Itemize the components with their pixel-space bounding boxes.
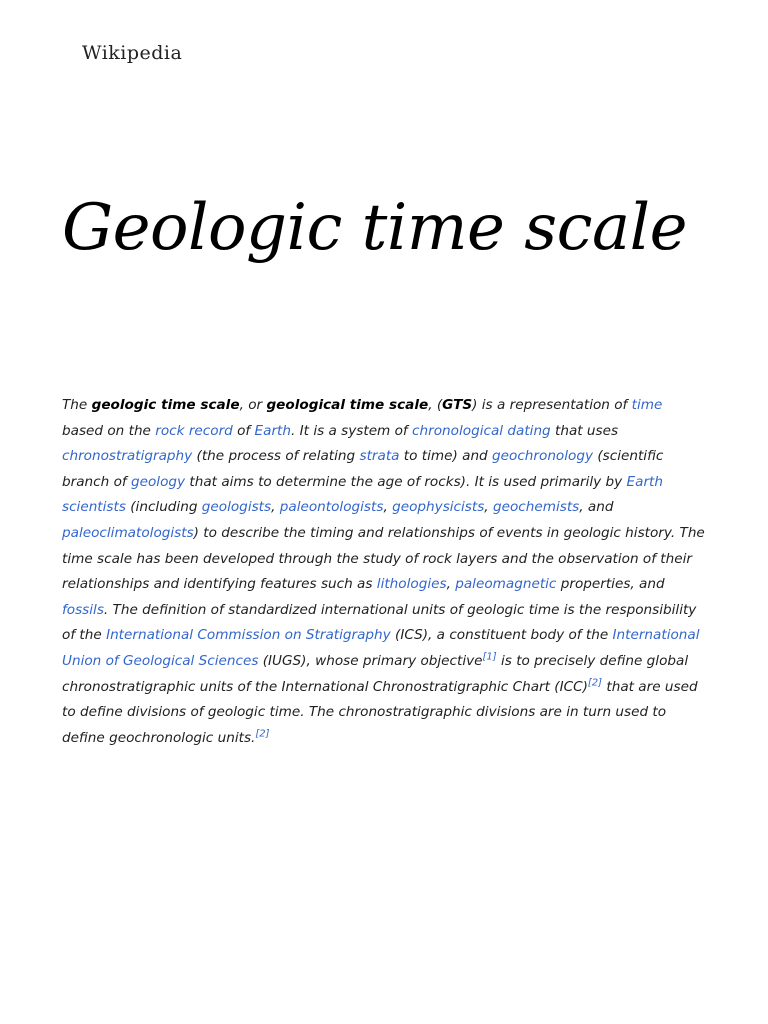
- link-chronological-dating[interactable]: chronological dating: [412, 422, 551, 439]
- text: ) to describe the timing and relationships of events in geologic history. The time scale has been developed through the study of rock layers and the observation of their relationships and identifying features such as: [62, 524, 705, 593]
- bold-term-geologic-time-scale: geologic time scale: [91, 397, 240, 413]
- link-paleomagnetic[interactable]: paleomagnetic: [455, 576, 557, 593]
- link-geochronology[interactable]: geochronology: [492, 448, 594, 465]
- link-earth-scientists[interactable]: Earth scientists: [62, 473, 664, 516]
- text: that aims to determine the age of rocks). It is used primarily by: [185, 473, 627, 490]
- text: ,: [446, 576, 456, 593]
- text: ) is a representation of: [472, 397, 632, 413]
- bold-term-geological-time-scale: geological time scale: [266, 397, 429, 413]
- link-fossils[interactable]: fossils: [62, 601, 104, 618]
- text: (IUGS), whose primary objective: [258, 652, 483, 669]
- link-time[interactable]: time: [631, 397, 663, 413]
- reference-2-repeat[interactable]: [2]: [255, 728, 270, 740]
- link-geophysicists[interactable]: geophysicists: [392, 499, 485, 516]
- text: (ICS), a constituent body of the: [390, 627, 613, 644]
- reference-1[interactable]: [1]: [482, 651, 497, 663]
- text: of: [232, 422, 255, 439]
- text: that are used to define divisions of geologic time. The chronostratigraphic divisions are in turn used to define geochronologic units.: [62, 678, 698, 746]
- link-paleoclimatologists[interactable]: paleoclimatologists: [62, 524, 194, 541]
- text: The: [62, 397, 92, 413]
- text: , (: [428, 397, 443, 413]
- link-lithologies[interactable]: lithologies: [376, 576, 447, 593]
- page-title: Geologic time scale: [62, 191, 687, 265]
- text: ,: [484, 499, 493, 516]
- text: based on the: [62, 422, 156, 439]
- lead-paragraph: [62, 393, 706, 751]
- text: . The definition of standardized international units of geologic time is the responsibility of the: [62, 601, 697, 644]
- link-chronostratigraphy[interactable]: chronostratigraphy: [62, 448, 193, 465]
- text: is to precisely define global chronostratigraphic units of the International Chronostratigraphic Chart (ICC): [62, 652, 689, 695]
- wikipedia-logo[interactable]: Wikipedia: [82, 42, 183, 64]
- text: ,: [271, 499, 280, 516]
- text: . It is a system of: [291, 422, 413, 439]
- text: , and: [579, 499, 614, 516]
- text: (scientific branch of: [62, 448, 664, 490]
- text: to time) and: [399, 448, 493, 465]
- bold-term-gts: GTS: [442, 397, 473, 413]
- link-earth[interactable]: Earth: [254, 422, 292, 439]
- link-geology[interactable]: geology: [131, 473, 186, 490]
- text: ,: [383, 499, 393, 516]
- link-rock-record[interactable]: rock record: [155, 422, 233, 439]
- link-strata[interactable]: strata: [359, 448, 400, 465]
- text: that uses: [550, 422, 619, 439]
- text: (including: [125, 499, 202, 516]
- text: properties, and: [556, 576, 665, 593]
- text: , or: [239, 397, 267, 413]
- link-geochemists[interactable]: geochemists: [492, 499, 580, 516]
- reference-2[interactable]: [2]: [587, 677, 603, 688]
- link-international-commission-on-stratigraphy[interactable]: International Commission on Stratigraphy: [106, 627, 391, 644]
- link-geologists[interactable]: geologists: [201, 499, 272, 516]
- link-paleontologists[interactable]: paleontologists: [279, 499, 384, 516]
- text: (the process of relating: [192, 448, 360, 465]
- link-international-union-of-geological-sciences[interactable]: International Union of Geological Sciences: [62, 627, 700, 669]
